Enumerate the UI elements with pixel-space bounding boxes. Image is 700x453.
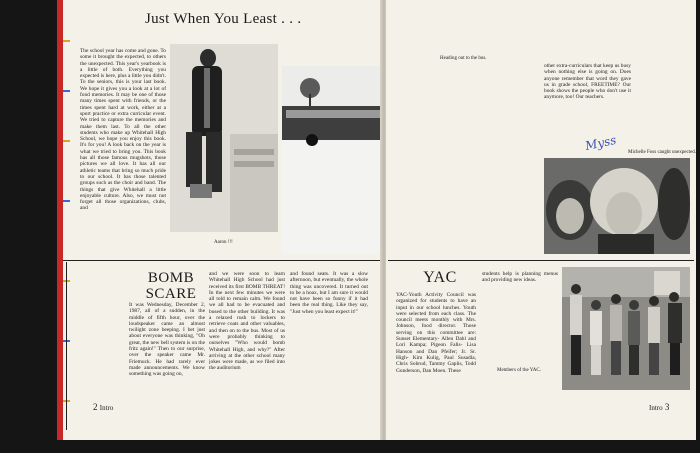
aaron-photo	[170, 44, 278, 232]
bus-caption: Heading out to the bus.	[440, 56, 487, 61]
yac-caption: Members of the YAC.	[497, 368, 541, 373]
michelle-photo	[544, 158, 690, 254]
folio-label: Intro	[649, 404, 663, 412]
section-rule	[63, 260, 382, 261]
michelle-caption: Michelle Foss caught unexpected.	[628, 150, 697, 155]
page-title: Just When You Least . . .	[145, 11, 302, 27]
intro-text: The school year has come and gone. To some it brought the expected, to others the unexpected. This year's yearbook is a little of both. Everything you expected is here, plus a little you didn't. To the seniors, this is your last book. We hope it gives you a look at a lot of fond memories. It may be one of those many times spent with friends, or the times spent hard at work, either at a sport practice or extra curricular event. We tried to capture the memories and make them last. To all the other students who make up Whitehall High School, we hope you enjoy this book. It's for you! A look back on the year is what we tried to bring you. This book has all those famous mugshots, those pictures we all love. It has all our athletic teams that bring so much pride to our school. It has those talented groups such as the choir and band. The things that give Whitehall a little enjoyable culture. Also, we must not forget all those organizations, clubs, and	[80, 48, 166, 212]
bomb-scare-col3: and found seats. It was a slow afternoon, but eventually, the whole thing was uncovered. It turned out to be a hoax, but I am sure it would not have been so funny if it had been the real thing. Like they say, "Just when you least expect it!"	[290, 271, 368, 315]
bomb-scare-col2: and we were soon to learn Whitehall High School had just received its first BOMB THREAT! In the next few minutes we were all told to remain calm. We found we all had to be evacuated and bused to the other building. It was a relaxed rush to lockers to retrieve coats and other valuables, and then on to the bus. Most of us were probably thinking to ourselves "Who would bomb Whitehall High, and why?" After arriving at the other school many jokes were made, as we filed into the auditorium	[209, 271, 285, 372]
signature: Myss	[583, 132, 618, 154]
folio-right	[649, 402, 669, 412]
spine-stripe	[63, 90, 70, 92]
section-rule	[66, 262, 67, 430]
yac-col1: YAC-Youth Activity Council was organized for students to have an input in our school lunches. Youth were selected from each class. The council meets monthly with Mrs. Johnson, food director. Those serving on this committee are: Sunset Elementary- Allen Dahl and Lori Kampa; Pigeon Falls- Lisa Hanson and Dan Pfeifer; Jr. Sr. High- Kim Kulig, Paul Susadla, Chris Sobrud, Tammy Gaplis, Todd Gunderson, Dan Moen. These	[396, 292, 476, 374]
bomb-scare-col1: It was Wednesday, December 2, 1987, all of a sudden, in the middle of fifth hour, over the loudspeaker came an almost twilight zone beeping. I bet just about everyone was thinking, "Oh great, the new bell system is on the fritz again!" Then to our surprise, over the speaker came Mr. Friemuck. He had rarely ever made announcements. We know something was going on,	[129, 302, 205, 378]
folio-number: 3	[664, 402, 670, 412]
section-rule	[388, 260, 694, 261]
folio-left	[93, 402, 113, 412]
yac-col2: students help is planning menus and providing new ideas.	[482, 271, 558, 284]
spine-stripe	[63, 40, 70, 42]
michelle-photo-art	[544, 158, 690, 254]
yac-title: YAC	[423, 269, 457, 286]
folio-number: 2	[93, 402, 98, 412]
folio-label: Intro	[99, 404, 114, 412]
right-intro-text: other extra-curriculars that keep us busy when nothing else is going on. Does anyone remember that word they gave us in grade school, FREETIME? Our book shows the people who don't use it anymore, too! Our teachers.	[544, 63, 631, 101]
aaron-caption: Aaron !!!	[214, 240, 233, 245]
yac-group-photo	[562, 267, 690, 390]
yac-group-photo-art	[562, 267, 690, 390]
bomb-scare-title: BOMB SCARE	[145, 270, 197, 302]
spine-stripe	[63, 140, 70, 142]
spine-stripe	[63, 200, 70, 202]
aaron-photo-art	[170, 44, 278, 232]
